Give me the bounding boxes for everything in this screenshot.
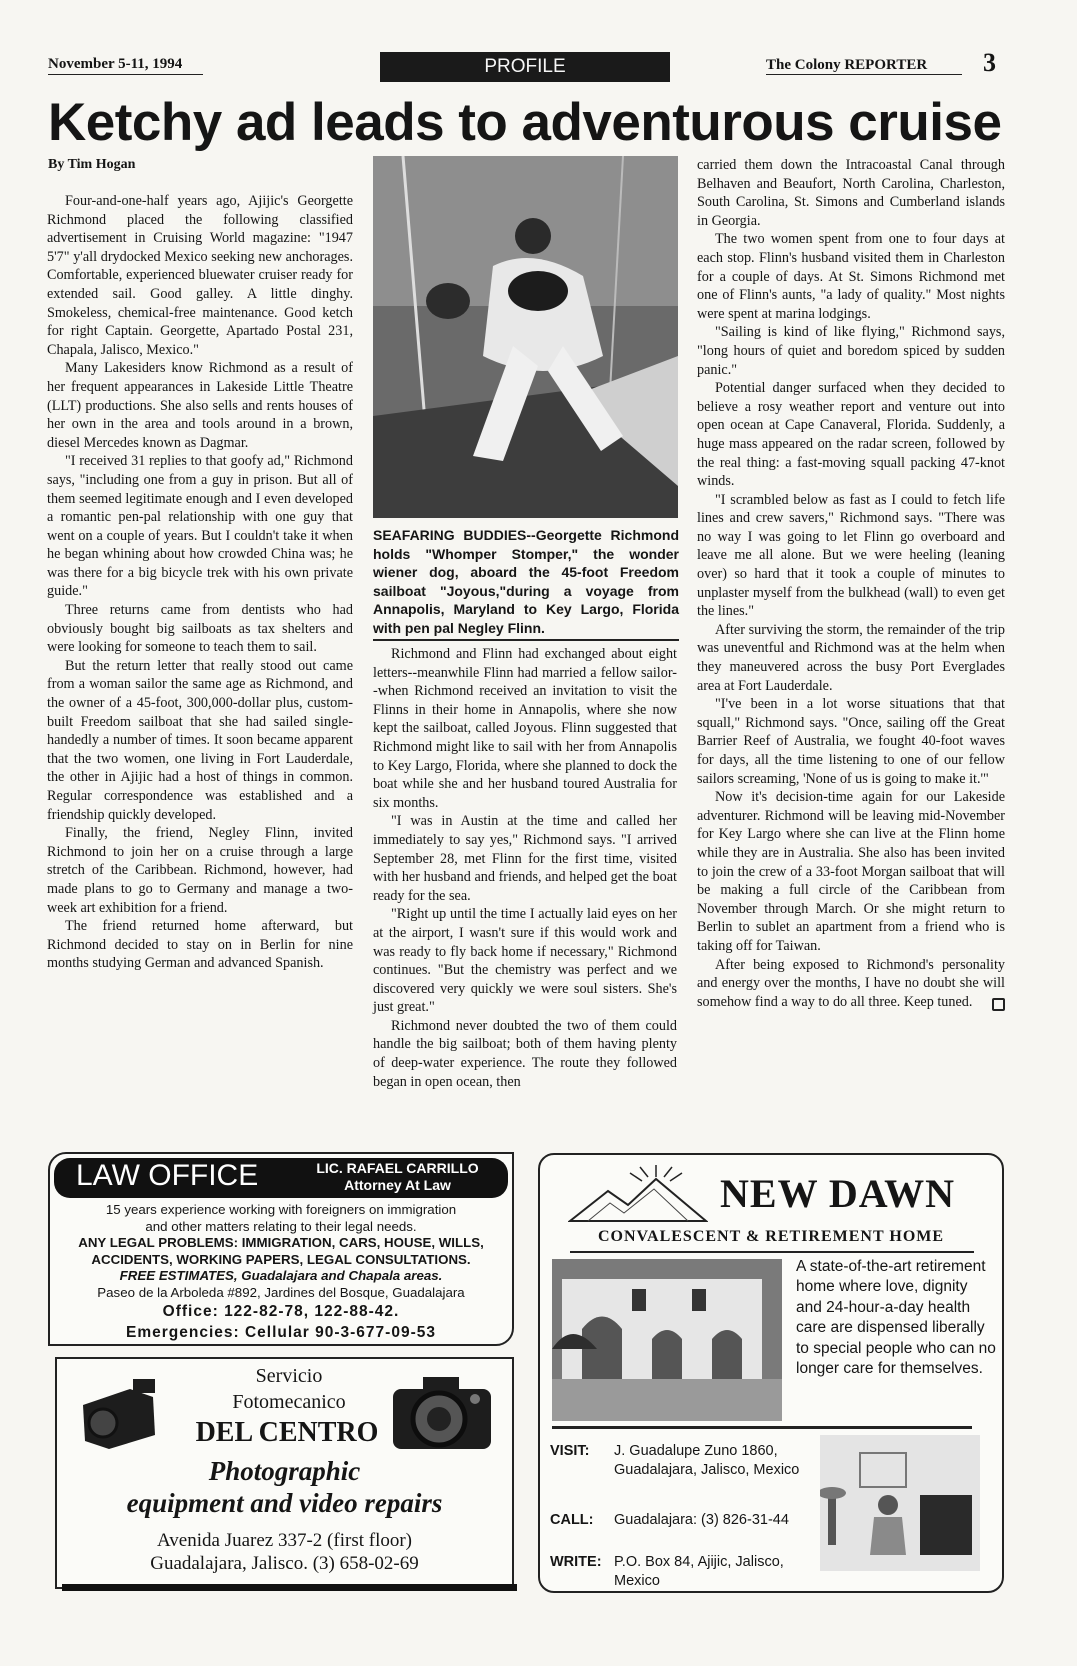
tagline-line: equipment and video repairs (126, 1488, 443, 1518)
page-header (48, 48, 1008, 84)
law-line: ACCIDENTS, WORKING PAPERS, LEGAL CONSULTATIONS. (91, 1251, 471, 1267)
paragraph: Three returns came from dentists who had obviously bought big sailboats as tax shelters and were looking for someone to teach them to sail. (47, 602, 353, 656)
new-dawn-ad (538, 1153, 1004, 1593)
paragraph: Richmond and Flinn had exchanged about eight letters--meanwhile Flinn had married a fellow sailor--when Richmond received an invitation to visit the Flinns in their home in Annapolis, where she now kept the sailboat, called Joyous. Flinn suggested that Richmond might like to sail with her from Annapolis to Key Largo, Florida, where she planned to dock the boat while she and her husband toured Australia for six months. (373, 646, 677, 811)
home-name: NEW DAWN (720, 1171, 956, 1216)
interior-photo (820, 1435, 980, 1571)
article-column-2 (373, 645, 677, 1091)
law-line: FREE ESTIMATES, Guadalajara and Chapala areas. (119, 1268, 443, 1283)
visit-label: VISIT: (550, 1443, 590, 1459)
end-mark-icon (992, 998, 1005, 1011)
photo-repair-ad (55, 1357, 514, 1589)
law-banner (54, 1158, 508, 1198)
page-number: 3 (983, 48, 996, 77)
article-column-1 (47, 192, 353, 973)
final-paragraph-text: After being exposed to Richmond's personality and energy over the months, I have no doubt she will somehow find a way to do all three. Keep tuned. (697, 956, 1005, 1010)
law-emergency-phone: Emergencies: Cellular 90-3-677-09-53 (126, 1324, 436, 1341)
paragraph: Four-and-one-half years ago, Ajijic's Georgette Richmond placed the following classified advertisement in Cruising World magazine: "1947 5'7" y'all drydocked Mexico seeking new anchorages. Comfortable, experienced bluewater cruiser ready for extended sail. Good galley. A little dinghy. Smokeless, chemical-free maintenance. Good ketch for right Captain. Georgette, Apartado Postal 231, Chapala, Jalisco, Mexico." (47, 193, 353, 358)
law-line: ANY LEGAL PROBLEMS: IMMIGRATION, CARS, HOUSE, WILLS, (78, 1235, 484, 1250)
attorney-name: LIC. RAFAEL CARRILLO (316, 1160, 479, 1176)
building-photo (552, 1259, 782, 1421)
paragraph: The friend returned home afterward, but Richmond decided to stay on in Berlin for nine months studying German and advanced Spanish. (47, 918, 353, 972)
paragraph: carried them down the Intracoastal Canal through Belhaven and Beaufort, North Carolina, Charleston, South Carolina, St. Simons and Cumberland islands in Georgia. (697, 157, 1005, 229)
law-body (54, 1202, 508, 1343)
business-name: DEL CENTRO (195, 1417, 379, 1448)
address-line: Guadalajara, Jalisco. (3) 658-02-69 (150, 1553, 419, 1574)
paper-underline (766, 74, 962, 75)
attorney-title: Attorney At Law (344, 1177, 451, 1193)
business-address (67, 1529, 502, 1575)
home-description: A state-of-the-art retirement home where love, dignity and 24-hour-a-day health care are dispensed liberally to special people who can no longer care for themselves. (796, 1258, 996, 1378)
paragraph: "I received 31 replies to that goofy ad," Richmond says, "including one from a guy in prison. But all of them seemed legitimate enough and I even developed a romantic pen-pal relationship with one guy that went on a couple of years. But I couldn't take it when he began whining about how crowded China was; he was there for a big bicycle trek with his own private guide." (47, 453, 353, 600)
write-label: WRITE: (550, 1554, 602, 1570)
caption-divider (373, 639, 679, 641)
paragraph: "I was in Austin at the time and called her immediately to say yes," Richmond says. "I arrived September 28, met Flinn for the first time, visited with her husband and friends, and helped get the boat ready for the sea. (373, 813, 677, 904)
paragraph: But the return letter that really stood out came from a woman sailor the same age as Richmond, and the owner of a 45-foot, 300,000-dollar plus, custom-built Freedom sailboat that she had sailed single-handedly a number of times. It soon became apparent that the two women, one living in Fort Lauderdale, the other in Ajijic had a host of things in common. Regular correspondence was established and a friendship quickly developed. (47, 657, 353, 823)
dawn-divider-2 (552, 1426, 972, 1429)
section-banner: PROFILE (380, 52, 670, 82)
paper-name: The Colony REPORTER (766, 57, 928, 73)
paragraph: Potential danger surfaced when they decided to believe a rosy weather report and venture out into open ocean at Cape Canaveral, Florida. Suddenly, a huge mass appeared on the radar screen, followed by the real thing: a fast-moving squall packing 47-knot winds. (697, 380, 1005, 490)
paragraph: The two women spent from one to four days at each stop. Flinn's husband visited them in Charleston for a couple of days. At St. Simons Richmond met one of Flinn's aunts, "a lady of quality." Most nights were spent at marina lodgings. (697, 231, 1005, 322)
law-office-phone: Office: 122-82-78, 122-88-42. (162, 1303, 400, 1320)
paragraph: "I scrambled below as fast as I could to fetch life lines and crew savers," Richmond says. "There was no way I was going to let Flinn go overboard and leave me all alone. But we were heeling (leaning over) so hard that it took a couple of minutes to unplaster myself from the bulkhead (wall) to even get the lines." (697, 491, 1005, 620)
paragraph: After surviving the storm, the remainder of the trip was uneventful and Richmond was at the helm when they maneuvered across the busy Port Everglades area at Fort Lauderdale. (697, 621, 1005, 694)
article-column-3 (697, 156, 1005, 1011)
call-label: CALL: (550, 1512, 594, 1528)
service-line: Servicio (255, 1365, 323, 1387)
mountain-sunrise-icon (568, 1165, 708, 1227)
law-attorney (300, 1160, 495, 1194)
paragraph: "Sailing is kind of like flying," Richmond says, "long hours of quiet and boredom spiced by sudden panic." (697, 324, 1005, 378)
paragraph: "Right up until the time I actually laid eyes on her at the airport, I wasn't sure if this would work and was ready to fly back home if necessary," Richmond continues. "But the chemistry was perfect and we discovered very quickly we were soul sisters. She's just great." (373, 906, 677, 1016)
photo-camera-icon (387, 1367, 499, 1459)
service-line: Fotomecanico (232, 1391, 346, 1413)
write-value: P.O. Box 84, Ajijic, Jalisco, Mexico (614, 1554, 784, 1589)
dawn-divider (570, 1251, 974, 1253)
headline: Ketchy ad leads to adventurous cruise (48, 93, 1002, 152)
sailboat-photo (373, 156, 678, 518)
byline: By Tim Hogan (48, 157, 136, 172)
issue-date: November 5-11, 1994 (48, 56, 183, 72)
paragraph-final (697, 956, 1005, 1012)
tagline-line: Photographic (208, 1456, 361, 1486)
paragraph: Now it's decision-time again for our Lakeside adventurer. Richmond will be leaving mid-November for Key Largo where she can live at the Flinn home while they are in Australia. She also has been invited to join the crew of a 33-foot Morgan sailboat that will be making a full circle of the Caribbean from November through March. Or she might return to Berlin to sublet an apartment from a friend who is taking off for Taiwan. (697, 789, 1005, 954)
home-subtitle: CONVALESCENT & RETIREMENT HOME (597, 1228, 945, 1245)
video-camera-icon (75, 1375, 171, 1455)
paragraph: Many Lakesiders know Richmond as a result of her frequent appearances in Lakeside Little Theatre (LLT) productions. She also sells and rents houses of her own in the area and tools around in a brown, diesel Mercedes known as Dagmar. (47, 360, 353, 451)
interior-illustration (820, 1435, 980, 1571)
photo-caption: SEAFARING BUDDIES--Georgette Richmond holds "Whomper Stomper," the wonder wiener dog, aboard the 45-foot Freedom sailboat "Joyous,"during a voyage from Annapolis, Maryland to Key Largo, Florida with pen pal Negley Flinn. (373, 527, 679, 636)
visit-value: J. Guadalupe Zuno 1860, Guadalajara, Jalisco, Mexico (614, 1443, 800, 1478)
building-illustration (552, 1259, 782, 1421)
ad-shadow (62, 1584, 517, 1591)
photo-illustration (373, 156, 678, 518)
call-value: Guadalajara: (3) 826-31-44 (614, 1512, 789, 1528)
law-line: and other matters relating to their legal needs. (145, 1218, 417, 1234)
service-heading (199, 1363, 379, 1415)
paragraph: Richmond never doubted the two of them could handle the big sailboat; both of them having plenty of deep-water experience. The route they followed began in open ocean, then (373, 1017, 677, 1090)
date-underline (48, 74, 203, 75)
paragraph: "I've been in a lot worse situations that that squall," Richmond says. "Once, sailing off the Great Barrier Reef of Australia, we fought 40-foot waves for days, all the time listening to one of our fellow sailors screaming, 'None of us is going to make it.'" (697, 696, 1005, 787)
paragraph: Finally, the friend, Negley Flinn, invited Richmond to join her on a cruise through a large stretch of the Caribbean. Richmond, however, had made plans to go to Germany and manage a two-week art exhibition for a friend. (47, 825, 353, 916)
law-line: 15 years experience working with foreigners on immigration (105, 1202, 457, 1217)
address-line: Avenida Juarez 337-2 (first floor) (157, 1530, 412, 1551)
law-title: LAW OFFICE (76, 1159, 259, 1192)
law-address: Paseo de la Arboleda #892, Jardines del Bosque, Guadalajara (97, 1284, 465, 1300)
law-office-ad (48, 1152, 514, 1346)
service-tagline (67, 1455, 502, 1519)
